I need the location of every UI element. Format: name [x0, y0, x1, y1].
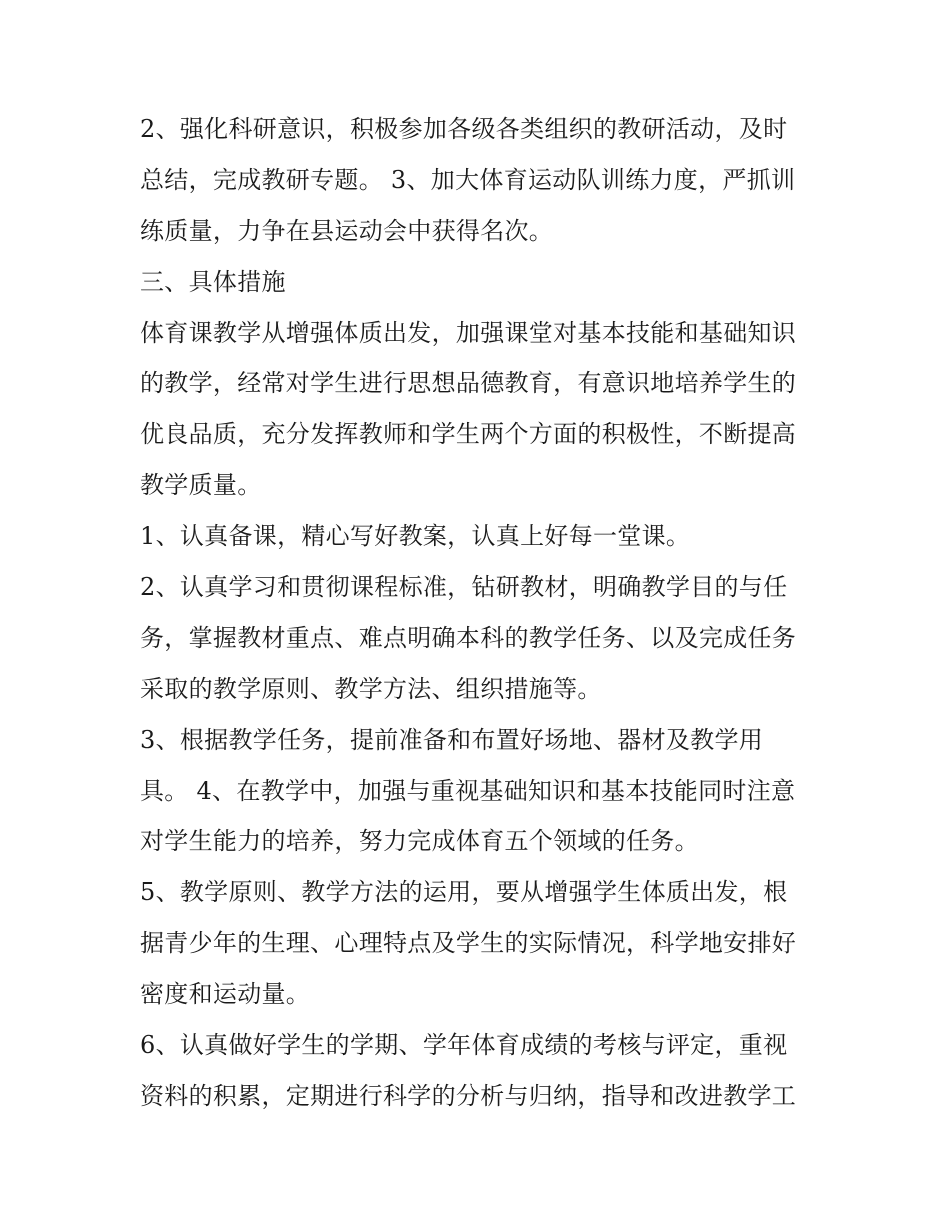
text-line: 务，掌握教材重点、难点明确本科的教学任务、以及完成任务: [140, 623, 797, 652]
text-line: 密度和运动量。: [140, 980, 311, 1009]
text-line: 2、强化科研意识，积极参加各级各类组织的教研活动，及时: [140, 115, 788, 143]
document-body: [140, 104, 820, 1122]
text-line: 5、教学原则、教学方法的运用，要从增强学生体质出发，根: [140, 878, 788, 907]
text-line: 资料的积累，定期进行科学的分析与归纳，指导和改进教学工: [140, 1081, 797, 1110]
text-line: 教学质量。: [140, 471, 262, 500]
text-line: 1、认真备课，精心写好教案，认真上好每一堂课。: [140, 522, 691, 551]
text-line: 对学生能力的培养，努力完成体育五个领域的任务。: [140, 827, 699, 856]
text-line: 据青少年的生理、心理特点及学生的实际情况，科学地安排好: [140, 929, 797, 958]
text-line: 优良品质，充分发挥教师和学生两个方面的积极性，不断提高: [140, 420, 797, 449]
text-line: 3、根据教学任务，提前准备和布置好场地、器材及教学用: [140, 725, 764, 754]
text-line: 的教学，经常对学生进行思想品德教育，有意识地培养学生的: [140, 369, 797, 398]
section-heading: 三、具体措施: [140, 267, 286, 296]
text-line: 6、认真做好学生的学期、学年体育成绩的考核与评定，重视: [140, 1031, 788, 1060]
text-line: 练质量，力争在县运动会中获得名次。: [140, 216, 554, 245]
text-line: 总结，完成教研专题。 3、加大体育运动队训练力度，严抓训: [140, 165, 796, 194]
text-line: 具。 4、在教学中，加强与重视基础知识和基本技能同时注意: [140, 776, 796, 805]
text-line: 体育课教学从增强体质出发，加强课堂对基本技能和基础知识: [140, 318, 797, 347]
text-line: 2、认真学习和贯彻课程标准，钻研教材，明确教学目的与任: [140, 573, 788, 602]
text-line: 采取的教学原则、教学方法、组织措施等。: [140, 674, 602, 703]
